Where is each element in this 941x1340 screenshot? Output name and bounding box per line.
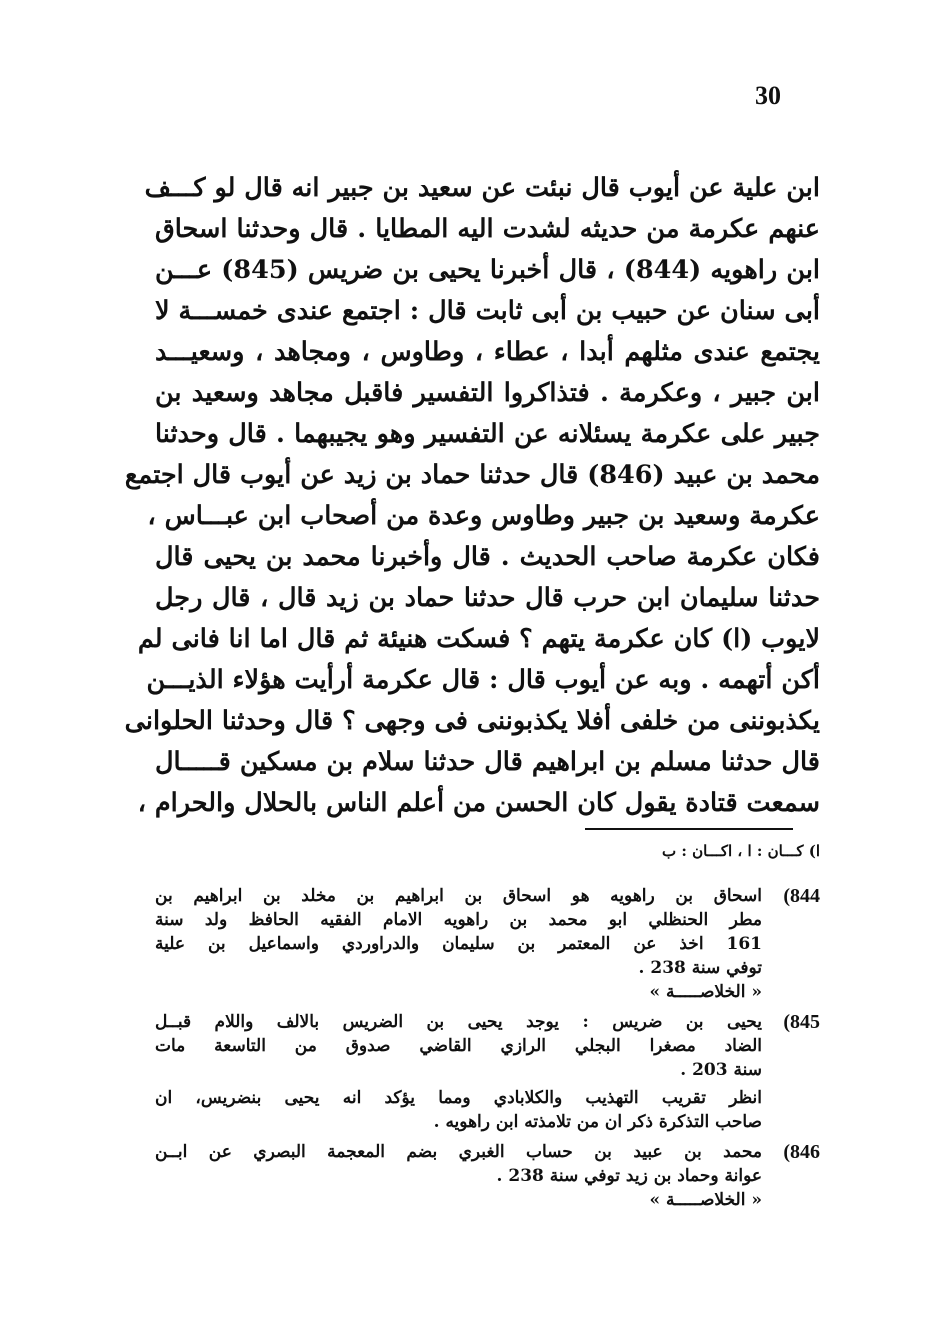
note-line: سنة 203 . xyxy=(680,1060,762,1080)
note-845 xyxy=(155,1010,820,1134)
main-line: سمعت قتادة يقول كان الحسن من أعلم الناس بالحلال والحرام ، xyxy=(137,788,820,818)
note-846 xyxy=(155,1140,820,1212)
note-source: « الخلاصـــــة » xyxy=(649,1190,762,1210)
note-844 xyxy=(155,884,820,1004)
note-number: (846 xyxy=(783,1141,820,1163)
main-line: يكذبوننى من خلفى أفلا يكذبوننى فى وجهى ؟ قال وحدثنا الحلوانى xyxy=(124,706,820,736)
note-body xyxy=(155,1140,762,1212)
note-source: « الخلاصـــــة » xyxy=(649,982,762,1002)
main-line: ابن جبير ، وعكرمة . فتذاكروا التفسير فاقبل مجاهد وسعيد بن xyxy=(155,378,820,408)
main-line: أبى سنان عن حبيب بن أبى ثابت قال : اجتمع عندى خمســـة لا xyxy=(155,296,820,326)
main-line: يجتمع عندى مثلهم أبدا ، عطاء ، وطاوس ، ومجاهد ، وسعيـــد xyxy=(155,337,820,367)
note-body xyxy=(155,884,762,1004)
main-line: ابن راهويه (844) ، قال أخبرنا يحيى بن ضريس (845) عـــن xyxy=(155,255,820,285)
note-line: توفي سنة 238 . xyxy=(638,958,762,978)
main-line: جبير على عكرمة يسئلانه عن التفسير وهو يجيبهما . قال وحدثنا xyxy=(155,419,820,449)
main-line: فكان عكرمة صاحب الحديث . قال وأخبرنا محمد بن يحيى قال xyxy=(155,542,820,572)
main-line: عكرمة وسعيد بن جبير وطاوس وعدة من أصحاب ابن عبـــاس ، xyxy=(147,501,820,531)
note-line: انظر تقريب التهذيب والكلابادي ومما يؤكد انه يحيى بنضريس، ان xyxy=(155,1088,762,1108)
variant-footnote: ا) كـــان : ا ، اكـــان : ب xyxy=(661,842,820,860)
note-line: يحيى بن ضريس : يوجد يحيى بن الضريس بالالف واللام قبــل xyxy=(155,1012,762,1032)
note-line: محمد بن عبيد بن حساب الغبري بضم المعجمة البصري عن ابــن xyxy=(155,1142,762,1162)
page-number: 30 xyxy=(755,81,781,110)
main-line: حدثنا سليمان ابن حرب قال حدثنا حماد بن زيد قال ، قال رجل xyxy=(155,583,820,613)
note-line: عوانة وحماد بن زيد توفي سنة 238 . xyxy=(496,1166,762,1186)
note-line: اسحاق بن راهويه هو اسحاق بن ابراهيم بن مخلد بن ابراهيم بن xyxy=(155,886,762,906)
main-line: محمد بن عبيد (846) قال حدثنا حماد بن زيد عن أيوب قال اجتمع xyxy=(124,460,820,490)
main-line: أكن أتهمه . وبه عن أيوب قال : قال عكرمة أرأيت هؤلاء الذيـــن xyxy=(146,665,820,695)
footnote-divider xyxy=(585,828,793,830)
note-line: 161 اخذ عن المعتمر بن سليمان والدراوردي واسماعيل بن علية xyxy=(155,934,762,954)
note-line: صاحب التذكرة ذكر ان من تلامذته ابن راهويه . xyxy=(433,1112,762,1132)
main-line: قال حدثنا مسلم بن ابراهيم قال حدثنا سلام بن مسكين قـــــال xyxy=(155,747,820,777)
main-line: ابن علية عن أيوب قال نبئت عن سعيد بن جبير انه قال لو كـــف xyxy=(144,173,820,203)
note-body xyxy=(155,1010,762,1134)
biographical-notes xyxy=(155,884,820,1218)
note-line: مطر الحنظلي ابو محمد بن راهويه الامام الفقيه الحافظ ولد سنة xyxy=(155,910,762,930)
main-line: عنهم عكرمة من حديثه لشدت اليه المطايا . قال وحدثنا اسحاق xyxy=(155,214,820,244)
main-text xyxy=(124,168,820,824)
note-number: (845 xyxy=(783,1011,820,1033)
note-number: (844 xyxy=(783,885,820,907)
note-line: الضاد مصغرا البجلي الرازي القاضي صدوق من التاسعة مات xyxy=(155,1036,762,1056)
main-line: لايوب (ا) كان عكرمة يتهم ؟ فسكت هنيئة ثم قال اما انا فانى لم xyxy=(137,624,820,654)
